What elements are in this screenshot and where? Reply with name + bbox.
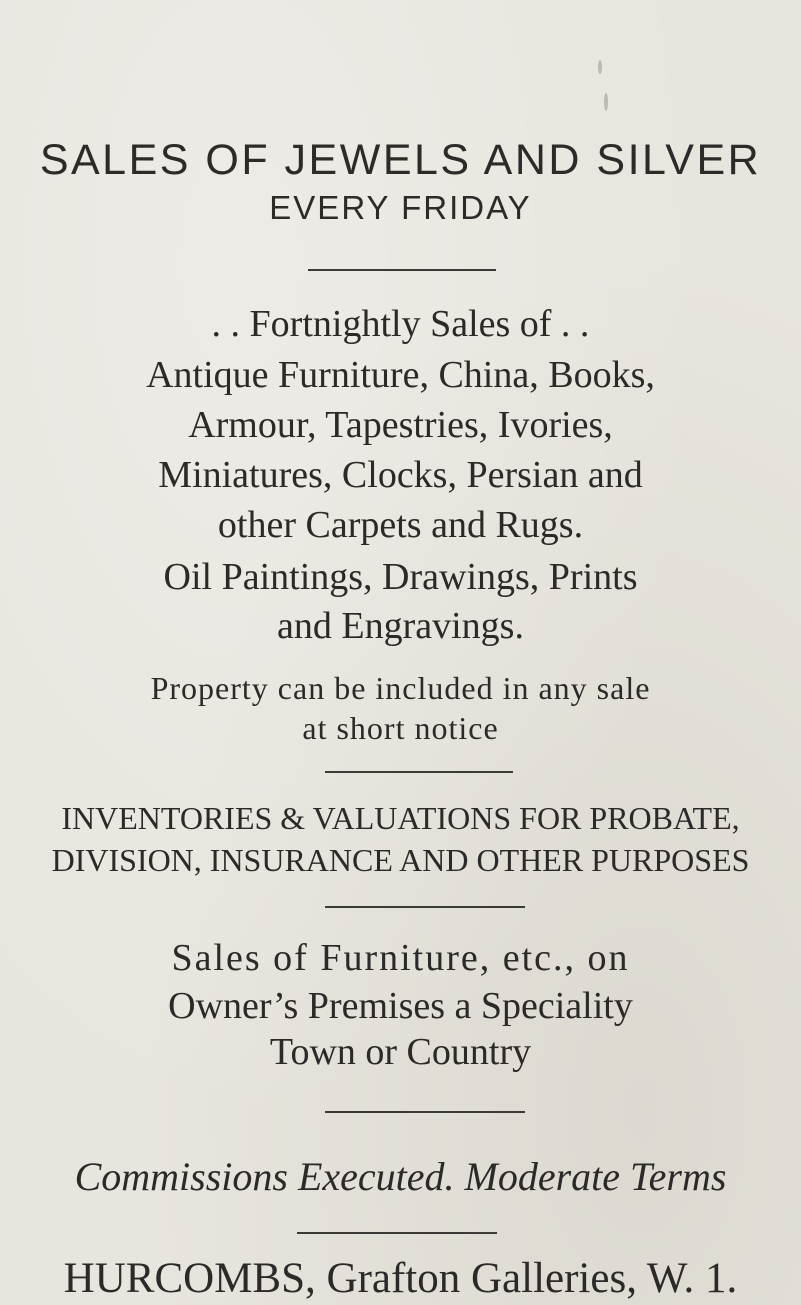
divider-1 [308, 269, 496, 271]
fortnightly-line-3: Armour, Tapestries, Ivories, [188, 404, 613, 446]
ink-mark [598, 60, 602, 74]
property-line-2: at short notice [302, 710, 499, 746]
divider-3 [325, 906, 525, 908]
fortnightly-line-1: . . Fortnightly Sales of . . [211, 303, 590, 345]
commissions-line: Commissions Executed. Moderate Terms [74, 1154, 727, 1199]
fortnightly-line-4: Miniatures, Clocks, Persian and [158, 454, 643, 496]
sales-line-2: Owner’s Premises a Speciality [168, 985, 633, 1027]
company-name: HURCOMBS, Grafton Galleries, W. 1. [63, 1255, 738, 1302]
fortnightly-line-7: and Engravings. [277, 605, 524, 647]
fortnightly-line-5: other Carpets and Rugs. [217, 504, 584, 546]
sales-line-3: Town or Country [269, 1031, 532, 1073]
inventories-line-1: INVENTORIES & VALUATIONS FOR PROBATE, [61, 800, 740, 836]
fortnightly-line-2: Antique Furniture, China, Books, [146, 354, 655, 396]
ink-mark [604, 93, 608, 111]
divider-5 [297, 1232, 497, 1234]
header-title: SALES OF JEWELS AND SILVER [39, 136, 762, 184]
property-line-1: Property can be included in any sale [150, 670, 651, 706]
divider-2 [325, 771, 513, 773]
divider-4 [325, 1111, 525, 1113]
sales-line-1: Sales of Furniture, etc., on [171, 937, 630, 979]
header-subtitle: EVERY FRIDAY [269, 189, 532, 226]
inventories-line-2: DIVISION, INSURANCE AND OTHER PURPOSES [51, 842, 750, 878]
fortnightly-line-6: Oil Paintings, Drawings, Prints [163, 556, 638, 598]
